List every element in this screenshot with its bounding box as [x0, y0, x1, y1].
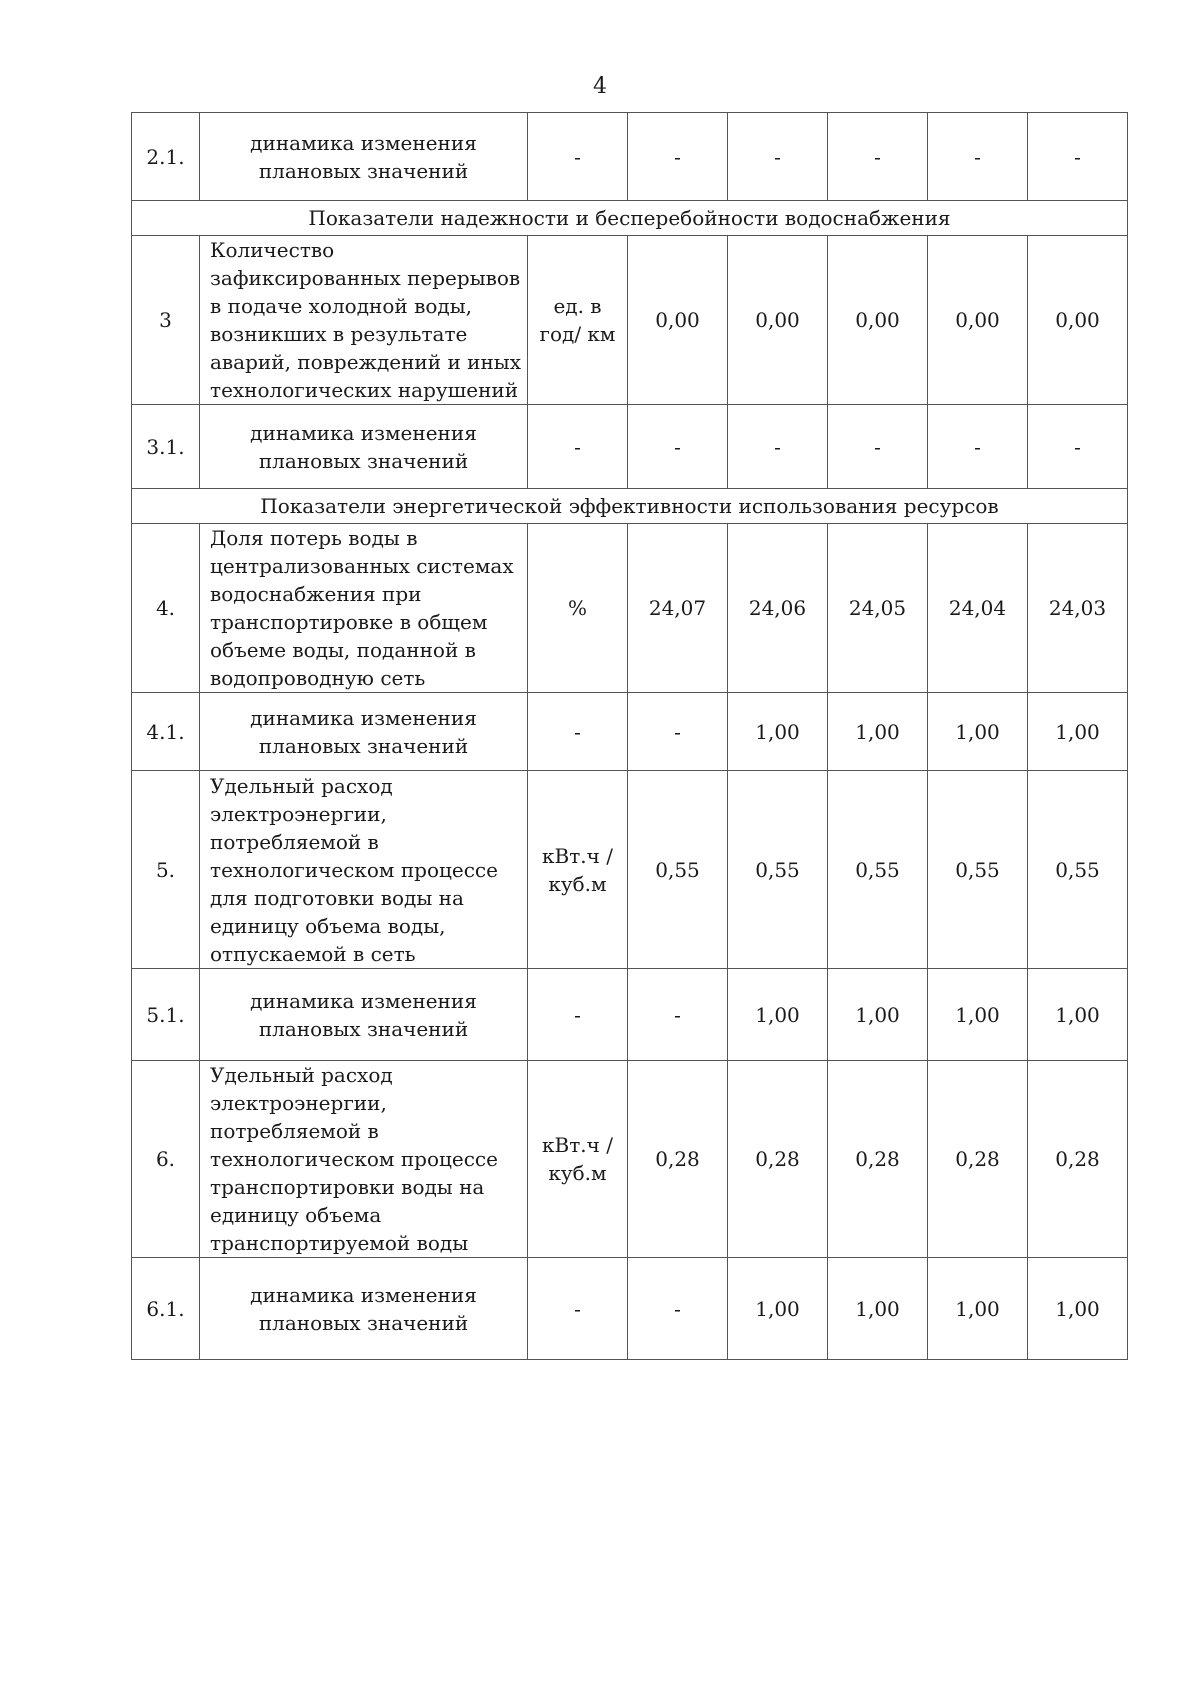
unit-cell: % [528, 524, 628, 693]
row-number: 4.1. [132, 693, 200, 771]
value-cell: 0,28 [1028, 1061, 1128, 1258]
value-cell: 0,00 [728, 236, 828, 405]
value-cell: 0,28 [828, 1061, 928, 1258]
value-cell: 0,55 [628, 771, 728, 969]
row-number: 3 [132, 236, 200, 405]
value-cell: 0,55 [1028, 771, 1128, 969]
value-cell: 0,00 [928, 236, 1028, 405]
indicator-name: Удельный расход электроэнергии, потребляемой в технологическом процессе для подготовки воды на единицу объема воды, отпускаемой в сеть [200, 771, 528, 969]
value-cell: 0,28 [928, 1061, 1028, 1258]
value-cell: 0,28 [628, 1061, 728, 1258]
value-cell: 1,00 [928, 693, 1028, 771]
indicator-name: динамика изменения плановых значений [200, 1258, 528, 1360]
indicator-name: динамика изменения плановых значений [200, 693, 528, 771]
value-cell: 1,00 [1028, 693, 1128, 771]
row-number: 5.1. [132, 969, 200, 1061]
value-cell: - [628, 693, 728, 771]
value-cell: - [828, 405, 928, 489]
value-cell: 0,00 [828, 236, 928, 405]
value-cell: 0,55 [728, 771, 828, 969]
row-number: 6. [132, 1061, 200, 1258]
unit-cell: кВт.ч / куб.м [528, 1061, 628, 1258]
indicator-name: Количество зафиксированных перерывов в подаче холодной воды, возникших в результате аварий, повреждений и иных технологических нарушений [200, 236, 528, 405]
value-cell: 1,00 [728, 969, 828, 1061]
table-row [132, 405, 1128, 489]
unit-cell: - [528, 693, 628, 771]
row-number: 6.1. [132, 1258, 200, 1360]
table-row [132, 1258, 1128, 1360]
value-cell: 1,00 [928, 969, 1028, 1061]
value-cell: 0,28 [728, 1061, 828, 1258]
value-cell: - [1028, 113, 1128, 201]
value-cell: 1,00 [1028, 1258, 1128, 1360]
value-cell: 0,55 [828, 771, 928, 969]
indicator-name: динамика изменения плановых значений [200, 969, 528, 1061]
unit-cell: - [528, 405, 628, 489]
unit-cell: ед. в год/ км [528, 236, 628, 405]
value-cell: 1,00 [928, 1258, 1028, 1360]
row-number: 5. [132, 771, 200, 969]
indicator-name: Удельный расход электроэнергии, потребляемой в технологическом процессе транспортировки воды на единицу объема транспортируемой воды [200, 1061, 528, 1258]
value-cell: 24,07 [628, 524, 728, 693]
value-cell: 1,00 [828, 1258, 928, 1360]
value-cell: 0,00 [1028, 236, 1128, 405]
table-row [132, 693, 1128, 771]
value-cell: - [628, 405, 728, 489]
table-row [132, 969, 1128, 1061]
unit-cell: - [528, 113, 628, 201]
value-cell: 24,03 [1028, 524, 1128, 693]
value-cell: - [728, 405, 828, 489]
value-cell: 24,05 [828, 524, 928, 693]
value-cell: 0,55 [928, 771, 1028, 969]
value-cell: - [728, 113, 828, 201]
value-cell: 0,00 [628, 236, 728, 405]
value-cell: 1,00 [828, 693, 928, 771]
row-number: 3.1. [132, 405, 200, 489]
table-row [132, 236, 1128, 405]
value-cell: 1,00 [1028, 969, 1128, 1061]
value-cell: 24,06 [728, 524, 828, 693]
value-cell: - [1028, 405, 1128, 489]
section-title: Показатели надежности и бесперебойности водоснабжения [132, 201, 1128, 236]
section-header-row [132, 489, 1128, 524]
unit-cell: кВт.ч / куб.м [528, 771, 628, 969]
value-cell: 1,00 [828, 969, 928, 1061]
table-row [132, 113, 1128, 201]
value-cell: 1,00 [728, 1258, 828, 1360]
value-cell: - [828, 113, 928, 201]
unit-cell: - [528, 969, 628, 1061]
value-cell: - [628, 113, 728, 201]
section-header-row [132, 201, 1128, 236]
row-number: 2.1. [132, 113, 200, 201]
section-title: Показатели энергетической эффективности использования ресурсов [132, 489, 1128, 524]
table-row [132, 524, 1128, 693]
indicator-name: динамика изменения плановых значений [200, 113, 528, 201]
row-number: 4. [132, 524, 200, 693]
indicator-name: динамика изменения плановых значений [200, 405, 528, 489]
value-cell: 1,00 [728, 693, 828, 771]
value-cell: - [928, 113, 1028, 201]
indicators-table [131, 112, 1128, 1360]
value-cell: - [628, 969, 728, 1061]
value-cell: - [928, 405, 1028, 489]
page-number: 4 [593, 74, 607, 99]
value-cell: 24,04 [928, 524, 1028, 693]
indicator-name: Доля потерь воды в централизованных системах водоснабжения при транспортировке в общем объеме воды, поданной в водопроводную сеть [200, 524, 528, 693]
value-cell: - [628, 1258, 728, 1360]
table-row [132, 1061, 1128, 1258]
unit-cell: - [528, 1258, 628, 1360]
table-row [132, 771, 1128, 969]
